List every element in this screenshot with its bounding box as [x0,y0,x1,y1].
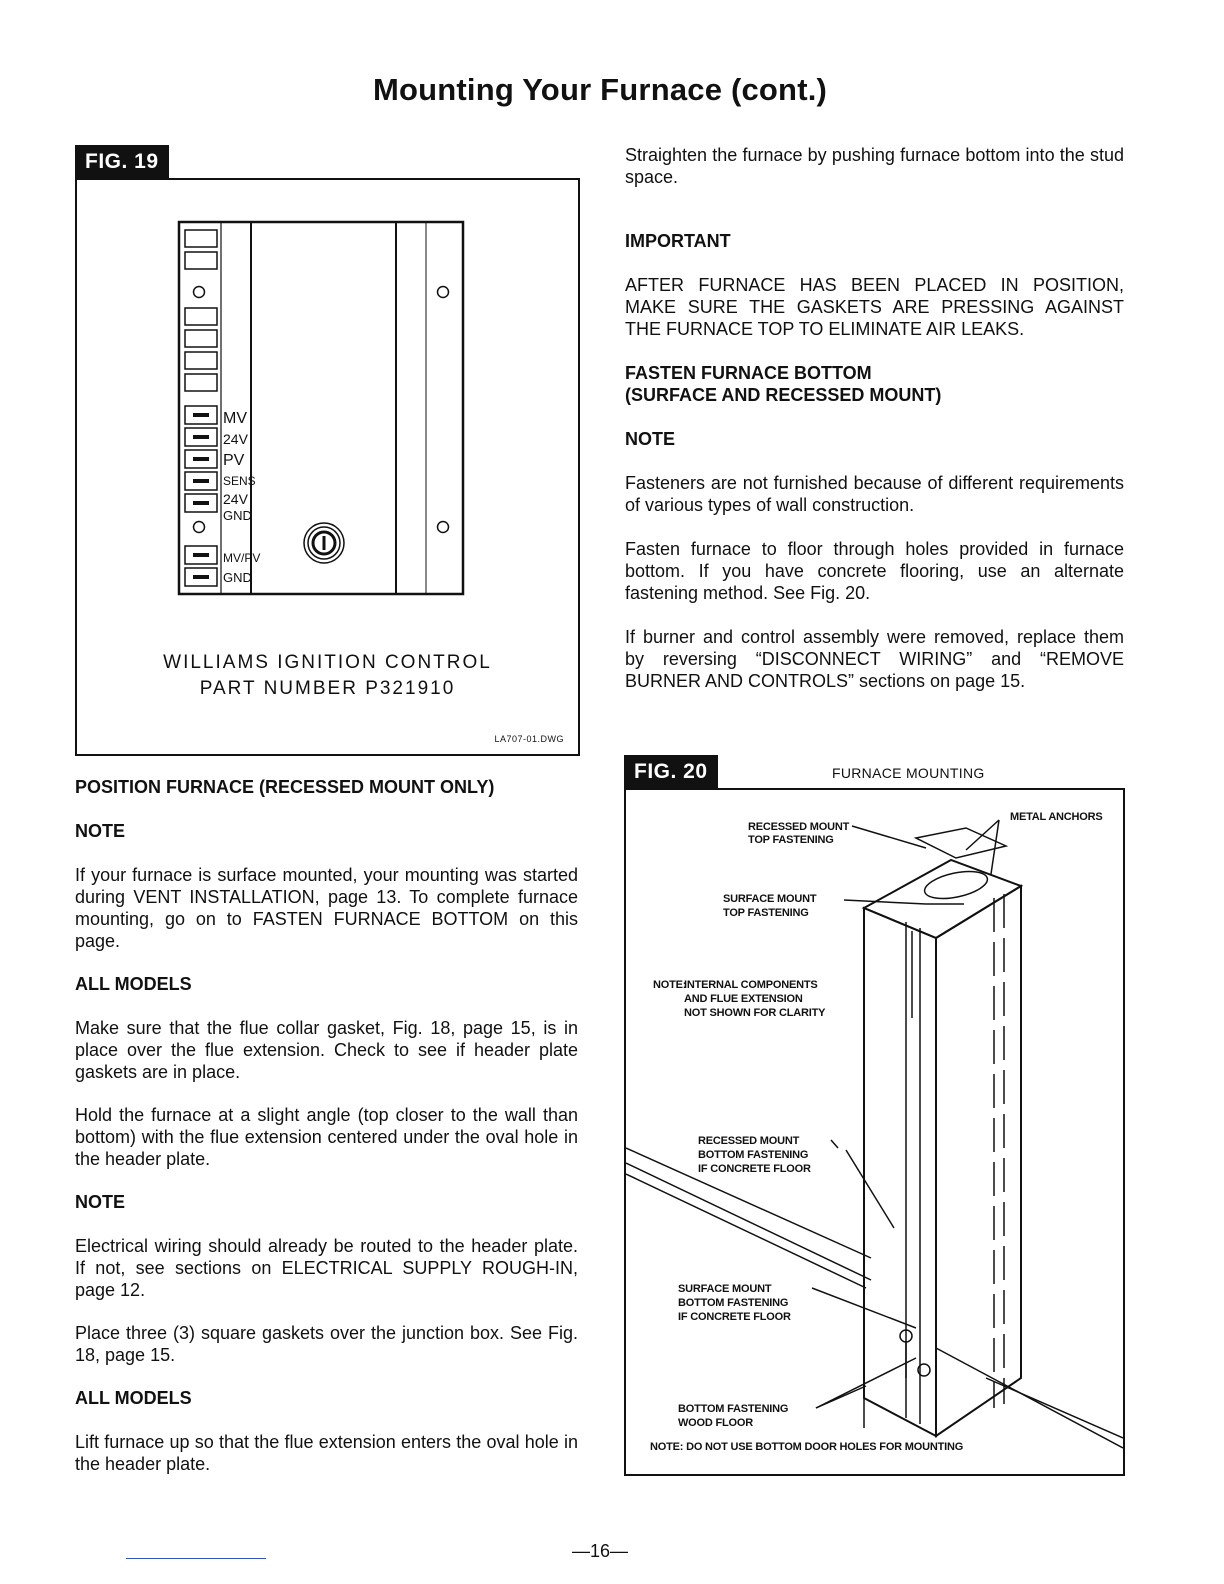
label-surface-bottom-2: BOTTOM FASTENING [678,1297,789,1309]
furnace-mounting-drawing [626,788,1123,1474]
label-recessed-bottom-2: BOTTOM FASTENING [698,1149,809,1161]
terminal-label-pv: PV [223,452,245,469]
para-fasteners: Fasteners are not furnished because of different requirements of various types of wall construction. [625,473,1124,515]
fig19-drawing-id: LA707-01.DWG [494,734,564,744]
fig19-caption-line2: PART NUMBER P321910 [199,678,456,699]
para-flue-gasket: Make sure that the flue collar gasket, Fig. 18, page 15, is in place over the flue extension. Check to see if header plate gaskets are in place. [75,1018,578,1082]
para-fasten-floor: Fasten furnace to floor through holes provided in furnace bottom. If you have concrete flooring, use an alternate fastening method. See Fig. 20. [625,539,1124,603]
fasten-heading-line2: (SURFACE AND RECESSED MOUNT) [625,385,942,405]
para-straighten: Straighten the furnace by pushing furnace bottom into the stud space. [625,145,1124,187]
label-note-3: NOT SHOWN FOR CLARITY [684,1007,826,1019]
important-text: AFTER FURNACE HAS BEEN PLACED IN POSITION, MAKE SURE THE GASKETS ARE PRESSING AGAINST THE FURNACE TOP TO ELIMINATE AIR LEAKS. [625,275,1124,339]
label-surface-bottom-3: IF CONCRETE FLOOR [678,1311,791,1323]
label-metal-anchors: METAL ANCHORS [1010,811,1103,823]
important-heading: IMPORTANT [625,231,731,251]
label-recessed-top-2: TOP FASTENING [748,834,834,846]
fig19-frame [75,178,580,756]
right-column [625,144,1124,692]
terminal-label-gnd-2: GND [223,570,252,585]
page-title: Mounting Your Furnace (cont.) [372,72,828,107]
label-surface-top-1: SURFACE MOUNT [723,893,817,905]
label-note-2: AND FLUE EXTENSION [684,993,803,1005]
fig20-frame [624,788,1125,1476]
para-hold-furnace: Hold the furnace at a slight angle (top closer to the wall than bottom) with the flue extension centered under the oval hole in the header plate. [75,1105,578,1169]
label-bottom-note: NOTE: DO NOT USE BOTTOM DOOR HOLES FOR MOUNTING [650,1441,964,1453]
fig19-tag: FIG. 19 [75,145,169,179]
terminal-label-mvpv: MV/PV [223,551,261,565]
footer-rule [126,1558,266,1559]
terminal-label-24v-2: 24V [223,491,248,507]
terminal-label-24v: 24V [223,431,248,447]
terminal-label-gnd: GND [223,508,252,523]
label-surface-top-2: TOP FASTENING [723,907,809,919]
note-heading-right: NOTE [625,429,676,449]
note-surface-mounted: If your furnace is surface mounted, your mounting was started during VENT INSTALLATION, page 13. To complete furnace mounting, go on to FASTEN FURNACE BOTTOM on this page. [75,865,578,951]
terminal-label-mv: MV [223,410,247,427]
label-recessed-top-1: RECESSED MOUNT [748,821,850,833]
label-recessed-bottom-1: RECESSED MOUNT [698,1135,800,1147]
all-models-heading-2: ALL MODELS [75,1388,192,1408]
para-replace: If burner and control assembly were removed, replace them by reversing “DISCONNECT WIRING” and “REMOVE BURNER AND CONTROLS” sections on page 15. [625,627,1124,691]
fasten-heading-line1: FASTEN FURNACE BOTTOM [625,363,872,383]
fig20-title: FURNACE MOUNTING [832,765,985,781]
label-surface-bottom-1: SURFACE MOUNT [678,1283,772,1295]
left-column [75,776,578,1475]
para-square-gaskets: Place three (3) square gaskets over the junction box. See Fig. 18, page 15. [75,1323,578,1365]
label-note-1: INTERNAL COMPONENTS [684,979,818,991]
fig20-tag: FIG. 20 [624,755,718,789]
label-note-prefix: NOTE: [653,979,687,991]
para-lift-furnace: Lift furnace up so that the flue extension enters the oval hole in the header plate. [75,1432,578,1474]
label-wood-2: WOOD FLOOR [678,1417,753,1429]
note-heading: NOTE [75,821,126,841]
para-electrical: Electrical wiring should already be routed to the header plate. If not, see sections on ELECTRICAL SUPPLY ROUGH-IN, page 12. [75,1236,578,1300]
all-models-heading: ALL MODELS [75,974,192,994]
page-number: —16— [571,1541,629,1561]
note-heading-2: NOTE [75,1192,126,1212]
label-wood-1: BOTTOM FASTENING [678,1403,789,1415]
terminal-label-sens: SENS [223,474,256,488]
label-recessed-bottom-3: IF CONCRETE FLOOR [698,1163,811,1175]
fig19-caption-line1: WILLIAMS IGNITION CONTROL [163,652,492,673]
heading-position-furnace: POSITION FURNACE (RECESSED MOUNT ONLY) [75,777,495,797]
